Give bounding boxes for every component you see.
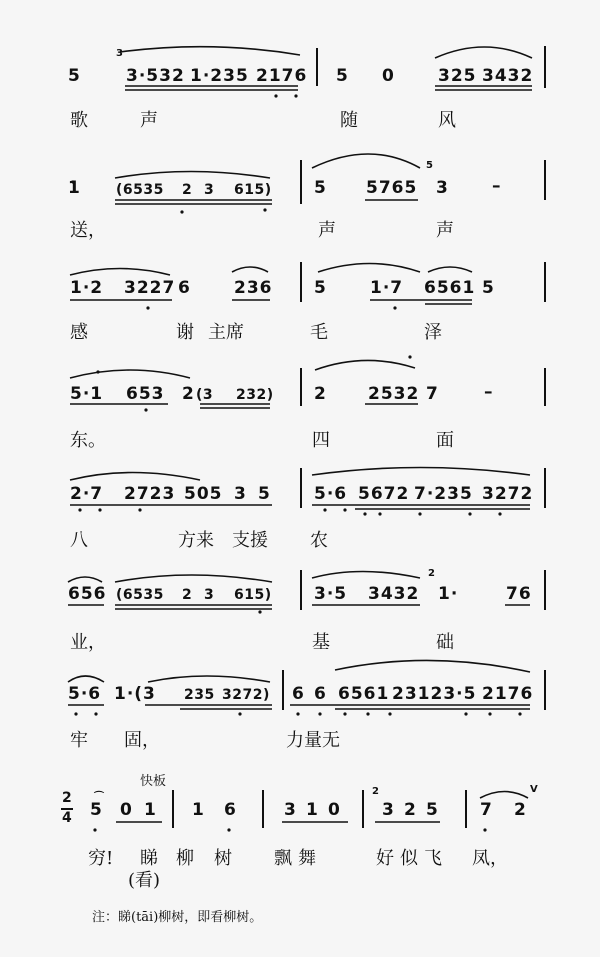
lyric: 四 — [312, 430, 330, 451]
note: 3 — [436, 178, 449, 198]
note: 325 — [438, 66, 477, 86]
note: 1·2 — [70, 278, 104, 298]
note: 653 — [126, 384, 165, 404]
grace-note: 2 — [428, 568, 435, 579]
note: 6 — [314, 684, 327, 704]
lyric: 谢 — [176, 322, 194, 343]
lyric: 声 — [436, 220, 454, 241]
lyric: 舞 — [298, 848, 316, 869]
slur — [232, 267, 268, 272]
note: 2 — [182, 182, 193, 198]
bar-line — [544, 468, 546, 508]
bar-line — [300, 160, 302, 204]
slur — [312, 468, 530, 476]
grace-note: 2 — [372, 786, 379, 797]
slur — [70, 473, 200, 481]
note: 1 — [68, 178, 81, 198]
tempo-marking: 快板 — [140, 774, 167, 789]
slur — [70, 269, 170, 276]
note: 5 — [258, 484, 271, 504]
note: 2·7 — [70, 484, 104, 504]
lyric: 感 — [70, 322, 88, 343]
note: 2 — [182, 384, 195, 404]
note: 3227 — [124, 278, 176, 298]
note: 2 — [182, 587, 193, 603]
lyric: 农 — [310, 530, 328, 551]
note: 3432 — [368, 584, 420, 604]
note: 2 — [514, 800, 527, 820]
note: 3 — [204, 182, 215, 198]
note: 0 — [382, 66, 395, 86]
slur — [428, 267, 472, 272]
note: 2532 — [368, 384, 420, 404]
grace-note: 5 — [426, 160, 433, 171]
footnote: 注：睇(tāi)柳树，即看柳树。 — [92, 910, 263, 925]
lyric: 随 — [340, 110, 358, 131]
bar-line — [362, 790, 364, 828]
note: 2 — [314, 384, 327, 404]
note: 1 — [306, 800, 319, 820]
note: 3·5 — [314, 584, 348, 604]
lyric: 支援 — [232, 530, 268, 551]
note: 615) — [234, 587, 272, 603]
note: 5672 — [358, 484, 410, 504]
lyric: 似 — [400, 848, 418, 869]
note: 1 — [144, 800, 157, 820]
note: 5 — [336, 66, 349, 86]
lyric: 风 — [438, 110, 456, 131]
grace-note: 3 — [116, 48, 123, 59]
slur — [480, 792, 528, 799]
bar-line — [544, 46, 546, 88]
slur — [115, 575, 272, 582]
note: 505 — [184, 484, 223, 504]
lyric: 基 — [312, 632, 330, 653]
bar-line — [300, 262, 302, 302]
slur — [312, 154, 420, 168]
lyric: 毛 — [310, 322, 328, 343]
lyric: 泽 — [424, 322, 442, 343]
slur — [115, 172, 270, 179]
note: 5 — [314, 278, 327, 298]
lyric: 牢 — [70, 730, 88, 751]
note: 7 — [426, 384, 439, 404]
bar-line — [544, 670, 546, 710]
lyric: 面 — [436, 430, 454, 451]
note: (3 — [196, 387, 214, 403]
note: 5·6 — [68, 684, 102, 704]
slur — [435, 47, 532, 58]
note: 2723 — [124, 484, 176, 504]
note: 656 — [68, 584, 107, 604]
note: 5 — [90, 800, 103, 820]
lyric: 东。 — [70, 430, 106, 451]
lyric: 飘 — [274, 848, 292, 869]
note: 2 — [404, 800, 417, 820]
note: 236 — [234, 278, 273, 298]
slur — [70, 370, 190, 378]
lyric: 好 — [376, 848, 394, 869]
note: 0 — [120, 800, 133, 820]
lyric: 方来 — [178, 530, 214, 551]
note: 6 — [224, 800, 237, 820]
lyric: 凤， — [472, 848, 508, 869]
slur — [312, 572, 420, 579]
slur — [68, 577, 102, 582]
note: 3272) — [222, 687, 270, 703]
time-signature-top: 2 — [62, 790, 73, 806]
bar-line — [282, 670, 284, 710]
bar-line — [544, 160, 546, 200]
lyric: 声 — [140, 110, 158, 131]
breath-mark: V — [530, 784, 538, 795]
slur — [318, 264, 420, 273]
lyric: 柳 — [176, 848, 194, 869]
lyric: 八 — [70, 530, 88, 551]
note: 5·1 — [70, 384, 104, 404]
lyric: 睇 — [140, 848, 158, 869]
lyric: 固， — [124, 730, 160, 751]
note: 7 — [480, 800, 493, 820]
fermata-dot: ⌒ — [94, 792, 104, 803]
bar-line — [172, 790, 174, 828]
bar-line — [465, 790, 467, 828]
note: 5 — [426, 800, 439, 820]
note: 5 — [68, 66, 81, 86]
bar-line — [544, 570, 546, 610]
lyric: 歌 — [70, 110, 88, 131]
note: 6561 — [424, 278, 476, 298]
bar-line — [544, 262, 546, 302]
note: 5·6 — [314, 484, 348, 504]
bar-line — [300, 368, 302, 406]
bar-line — [300, 468, 302, 508]
lyric: 树 — [214, 848, 232, 869]
lyric: 业， — [70, 632, 106, 653]
note: 2176 — [482, 684, 534, 704]
bar-line — [300, 570, 302, 610]
note: 3 — [382, 800, 395, 820]
note: 6 — [292, 684, 305, 704]
slur — [315, 360, 415, 370]
note: 1·7 — [370, 278, 404, 298]
lyric: 穷! — [88, 848, 114, 869]
dash: – — [492, 176, 502, 196]
note: 3·532 — [126, 66, 185, 86]
note: 0 — [328, 800, 341, 820]
note: 1·(3 — [114, 684, 156, 704]
note: 2176 — [256, 66, 308, 86]
note: 23123·5 — [392, 684, 477, 704]
lyric: 主席 — [208, 322, 244, 343]
time-signature-bottom: 4 — [62, 810, 73, 826]
lyric: 声 — [318, 220, 336, 241]
note: 3272 — [482, 484, 534, 504]
note: 3 — [284, 800, 297, 820]
lyric: 送， — [70, 220, 106, 241]
bar-line — [262, 790, 264, 828]
note: 3 — [234, 484, 247, 504]
bar-line — [316, 48, 318, 86]
note: 235 — [184, 687, 215, 703]
lyric: 础 — [436, 632, 454, 653]
note: 76 — [506, 584, 532, 604]
lyric: 飞 — [424, 848, 442, 869]
note: 5765 — [366, 178, 418, 198]
slur — [148, 676, 270, 682]
note: 6 — [178, 278, 191, 298]
slur — [335, 660, 530, 672]
bar-line — [544, 368, 546, 406]
note: 615) — [234, 182, 272, 198]
note: 5 — [482, 278, 495, 298]
note: (6535 — [116, 182, 164, 198]
note: 6561 — [338, 684, 390, 704]
note: 7·235 — [414, 484, 473, 504]
slur — [120, 47, 300, 55]
slur — [68, 676, 104, 682]
note: 1·235 — [190, 66, 249, 86]
lyric: 力量无 — [286, 730, 340, 751]
note: 5 — [314, 178, 327, 198]
lyric-annotation: (看) — [128, 870, 161, 891]
note: 232) — [236, 387, 274, 403]
note: 3 — [204, 587, 215, 603]
note: 3432 — [482, 66, 534, 86]
dash: – — [484, 382, 494, 402]
note: (6535 — [116, 587, 164, 603]
note: 1· — [438, 584, 459, 604]
note: 1 — [192, 800, 205, 820]
